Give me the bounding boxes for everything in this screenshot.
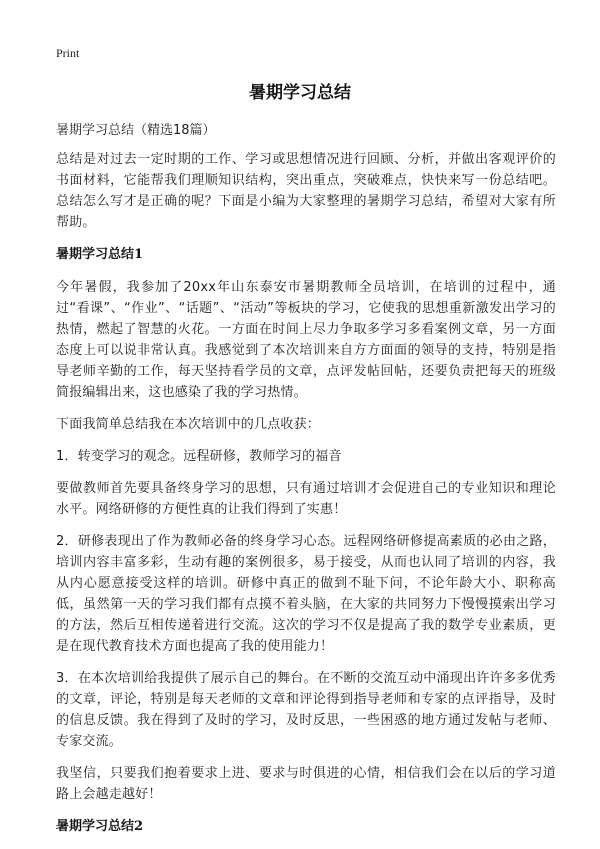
page-subtitle: 暑期学习总结（精选18篇） [56, 123, 216, 138]
paragraph: 我坚信，只要我们抱着要求上进、要求与时俱进的心情，相信我们会在以后的学习道路上会越走越好！ [56, 766, 556, 802]
section-heading: 暑期学习总结1 [56, 247, 144, 262]
page-title: 暑期学习总结 [249, 83, 351, 103]
paragraph: 2．研修表现出了作为教师必备的终身学习心态。远程网络研修提高素质的必由之路，培训内容丰富多彩，生动有趣的案例很多，易于接受，从而也认同了培训的内容，我从内心愿意接受这样的培训。研修中真正的做到不耻下问，不论年龄大小、职称高低，虽然第一天的学习我们都有点摸不着头脑，在大家的共同努力下慢慢摸索出学习的方法，然后互相传递着进行交流。这次的学习不仅是提高了我的数学专业素质，更是在现代教育技术方面也提高了我的使用能力！ [56, 534, 556, 654]
intro-paragraph: 总结是对过去一定时期的工作、学习或思想情况进行回顾、分析，并做出客观评价的书面材料，它能帮我们理顺知识结构，突出重点，突破难点，快快来写一份总结吧。总结怎么写才是正确的呢？下面是小编为大家整理的暑期学习总结，希望对大家有所帮助。 [56, 152, 556, 230]
article-body [56, 149, 556, 849]
print-label[interactable]: Print [56, 46, 80, 60]
paragraph: 要做教师首先要具备终身学习的思想，只有通过培训才会促进自己的专业知识和理论水平。网络研修的方便性真的让我们得到了实惠！ [56, 481, 556, 517]
paragraph: 1．转变学习的观念。远程研修，教师学习的福音 [56, 449, 342, 464]
paragraph: 下面我简单总结我在本次培训中的几点收获： [56, 417, 321, 432]
section-heading: 暑期学习总结2 [56, 819, 144, 834]
paragraph: 3．在本次培训给我提供了展示自己的舞台。在不断的交流互动中涌现出许许多多优秀的文章，评论，特别是每天老师的文章和评论得到指导老师和专家的点评指导，及时的信息反馈。我在得到了及时的学习，及时反思，一些困惑的地方通过发帖与老师、专家交流。 [56, 671, 556, 749]
paragraph: 今年暑假，我参加了20xx年山东泰安市暑期教师全员培训，在培训的过程中，通过“看课”、“作业”、“话题”、“活动”等板块的学习，它使我的思想重新激发出学习的热情，燃起了智慧的火花。一方面在时间上尽力争取多学习多看案例文章，另一方面态度上可以说非常认真。我感觉到了本次培训来自方方面面的领导的支持，特别是指导老师辛勤的工作，每天坚持看学员的文章，点评发帖回帖，还要负责把每天的班级简报编辑出来，这也感染了我的学习热情。 [56, 280, 556, 400]
